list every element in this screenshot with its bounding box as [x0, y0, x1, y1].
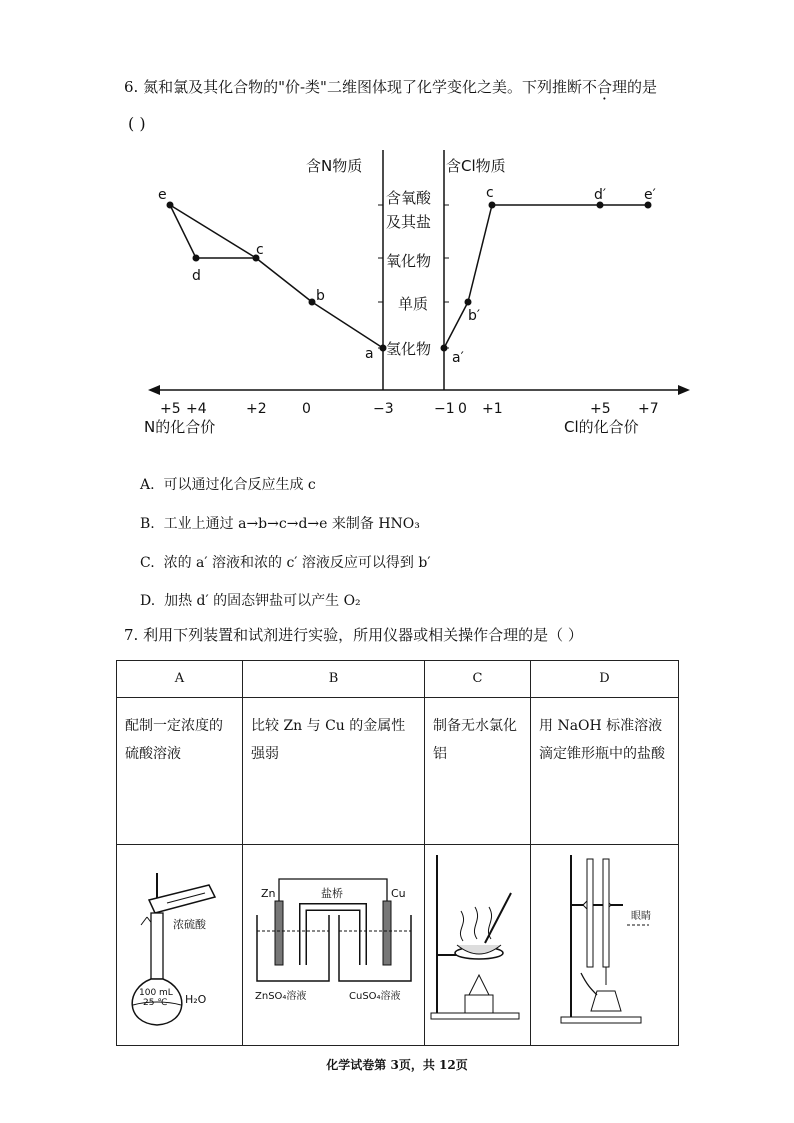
label-flask-temp: 25 ℃ — [143, 998, 168, 1008]
n-point-d — [193, 255, 200, 262]
alcohol-lamp — [465, 995, 493, 1013]
n-tick-label: 0 — [302, 401, 311, 417]
apparatus-b — [243, 845, 425, 1046]
label-znso4: ZnSO₄溶液 — [255, 991, 307, 1002]
cl-point-label: a′ — [452, 350, 464, 366]
label-flask-volume: 100 mL — [139, 988, 173, 998]
cl-point-0 — [441, 345, 448, 352]
series-line — [444, 302, 468, 348]
series-line — [256, 258, 312, 302]
apparatus-d — [531, 845, 679, 1046]
flame — [469, 975, 489, 995]
cl-header: 含Cl物质 — [446, 157, 506, 175]
right-beaker — [339, 915, 411, 981]
n-tick-label: −3 — [373, 401, 394, 417]
category-label-element: 单质 — [398, 295, 429, 313]
option-a[interactable]: A. 可以通过化合反应生成 c — [140, 477, 316, 493]
option-c[interactable]: C. 浓的 a′ 溶液和浓的 c′ 溶液反应可以得到 b′ — [140, 555, 431, 571]
label-water: H₂O — [185, 993, 207, 1006]
question-7-title: 7. 利用下列装置和试剂进行实验，所用仪器或相关操作合理的是（ ） — [124, 626, 583, 644]
flask-neck — [151, 913, 163, 979]
option-b[interactable]: B. 工业上通过 a→b→c→d→e 来制备 HNO₃ — [140, 516, 420, 532]
n-tick-label: +5 — [160, 401, 181, 417]
apparatus-a — [117, 845, 243, 1046]
apparatus-c — [425, 845, 531, 1046]
volumetric-flask-diagram — [117, 845, 241, 1035]
page-footer: 化学试卷第 3页，共 12页 — [326, 1058, 468, 1072]
n-point-label: d — [192, 268, 201, 284]
hand — [581, 973, 597, 995]
series-line — [468, 205, 492, 302]
n-point-b — [309, 299, 316, 306]
n-tick-label: +2 — [246, 401, 267, 417]
stand-base — [431, 1013, 519, 1019]
n-point-label: c — [256, 242, 264, 258]
n-point-label: b — [316, 288, 325, 304]
stand-base — [561, 1017, 641, 1023]
desc-a: 配制一定浓度的硫酸溶液 — [117, 698, 243, 845]
label-eye: 眼睛 — [631, 911, 651, 922]
header-c[interactable]: C — [425, 661, 531, 698]
answer-blank: ( ) — [128, 114, 146, 133]
burette-right — [603, 859, 609, 967]
header-d[interactable]: D — [531, 661, 679, 698]
n-header: 含N物质 — [306, 157, 363, 175]
salt-bridge — [303, 907, 363, 965]
label-cuso4: CuSO₄溶液 — [349, 991, 401, 1002]
cl-tick-label: −1 — [434, 401, 455, 417]
cl-series — [441, 185, 656, 366]
zn-electrode — [275, 901, 283, 965]
header-b[interactable]: B — [243, 661, 425, 698]
galvanic-cell-diagram — [243, 845, 423, 1035]
category-label-acid-1: 含氧酸 — [386, 189, 432, 207]
evaporation-diagram — [425, 845, 529, 1035]
burette-left — [587, 859, 593, 967]
cl-point-label: b′ — [468, 308, 481, 324]
cl-point-label: d′ — [594, 187, 607, 203]
label-conc-acid: 浓硫酸 — [173, 918, 206, 931]
n-series — [158, 187, 387, 362]
n-point-e — [167, 202, 174, 209]
axis-right-arrow — [678, 385, 690, 395]
titration-diagram — [531, 845, 677, 1035]
left-beaker — [257, 915, 329, 981]
category-label-hydride: 氢化物 — [386, 340, 432, 358]
cl-tick-label: 0 — [458, 401, 467, 417]
n-point-label: a — [365, 346, 374, 362]
category-label-acid-2: 及其盐 — [386, 213, 432, 231]
cl-tick-label: +5 — [590, 401, 611, 417]
axis-left-arrow — [148, 385, 160, 395]
cl-point-2 — [489, 202, 496, 209]
label-cu: Cu — [391, 887, 406, 900]
label-zn: Zn — [261, 887, 276, 900]
option-d[interactable]: D. 加热 d′ 的固态钾盐可以产生 O₂ — [140, 593, 361, 609]
cl-point-label: c — [486, 185, 494, 201]
cl-axis-label: Cl的化合价 — [564, 418, 639, 436]
category-label-oxide: 氧化物 — [386, 252, 432, 270]
question-6-title: 6. 氮和氯及其化合物的"价-类"二维图体现了化学变化之美。下列推断不合理的是 — [124, 78, 657, 96]
valence-category-chart — [140, 145, 700, 445]
cl-tick-label: +7 — [638, 401, 659, 417]
label-salt-bridge: 盐桥 — [321, 887, 343, 900]
n-point-a — [380, 345, 387, 352]
emphasis-text: 不合理 — [581, 78, 627, 96]
cl-point-label: e′ — [644, 187, 656, 203]
desc-c: 制备无水氯化铝 — [425, 698, 531, 845]
q7-table — [116, 660, 679, 1046]
cu-electrode — [383, 901, 391, 965]
header-a[interactable]: A — [117, 661, 243, 698]
n-axis-label: N的化合价 — [144, 418, 216, 436]
n-tick-label: +4 — [186, 401, 207, 417]
series-line — [312, 302, 383, 348]
cl-tick-label: +1 — [482, 401, 503, 417]
n-point-label: e — [158, 187, 167, 203]
desc-b: 比较 Zn 与 Cu 的金属性强弱 — [243, 698, 425, 845]
cl-point-1 — [465, 299, 472, 306]
desc-d: 用 NaOH 标准溶液滴定锥形瓶中的盐酸 — [531, 698, 679, 845]
n-ticks — [160, 205, 394, 417]
